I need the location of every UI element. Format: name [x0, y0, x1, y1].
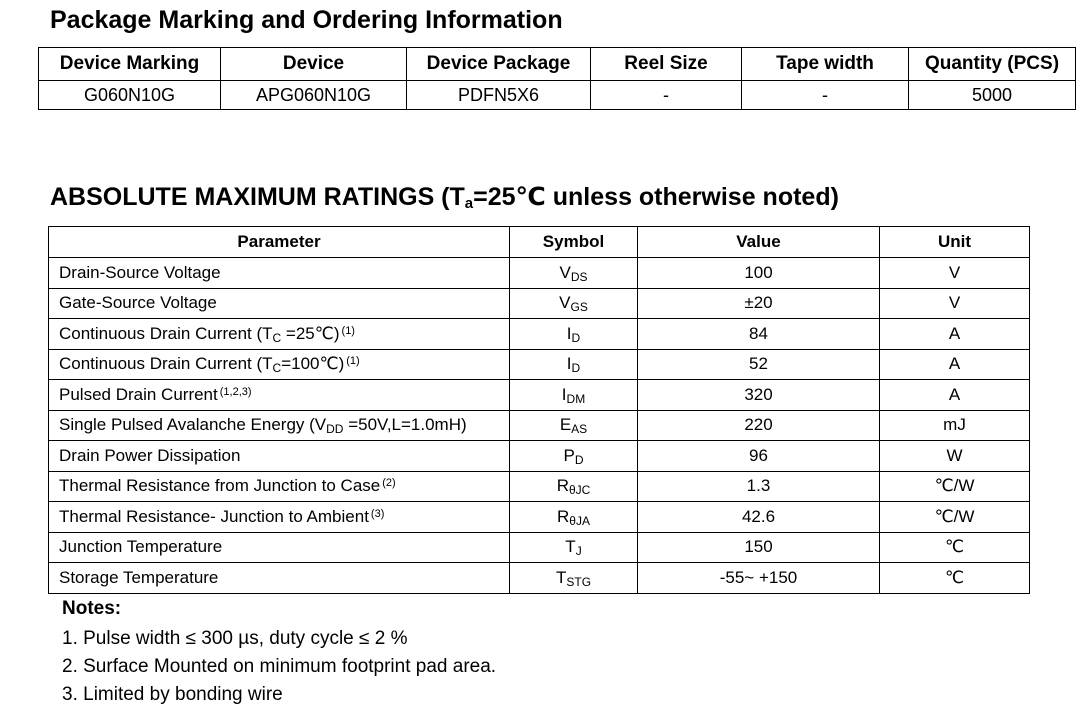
cell-unit: ℃ — [880, 563, 1030, 594]
title-subscript: a — [464, 195, 474, 212]
table-row — [49, 410, 1030, 441]
cell-parameter — [49, 532, 510, 563]
cell-unit: A — [880, 319, 1030, 350]
cell-symbol — [510, 471, 638, 502]
cell-parameter — [49, 441, 510, 472]
note-1: 1. Pulse width ≤ 300 µs, duty cycle ≤ 2 % — [62, 628, 408, 649]
symbol-letter: I — [566, 354, 572, 374]
cell-unit: mJ — [880, 410, 1030, 441]
title-text: ABSOLUTE MAXIMUM RATINGS (T — [50, 183, 465, 211]
cell-symbol — [510, 258, 638, 289]
cell-unit: ℃/W — [880, 502, 1030, 533]
symbol-letter: R — [556, 476, 569, 496]
symbol-subscript: GS — [570, 300, 588, 315]
table-header-row — [49, 227, 1030, 258]
symbol-subscript: D — [571, 330, 581, 345]
cell-value: 320 — [638, 380, 880, 411]
cell-symbol — [510, 319, 638, 350]
header-symbol: Symbol — [510, 227, 638, 258]
parameter-text: Drain Power Dissipation — [59, 445, 241, 465]
symbol-letter: T — [565, 537, 576, 557]
symbol-letter: P — [563, 445, 575, 465]
footnote-marker: (1) — [341, 324, 355, 337]
cell-unit: A — [880, 349, 1030, 380]
cell-value: 150 — [638, 532, 880, 563]
cell-reel-size: - — [591, 81, 742, 110]
cell-value: -55~ +150 — [638, 563, 880, 594]
symbol-subscript: STG — [566, 574, 592, 589]
symbol-subscript: DS — [570, 269, 588, 284]
parameter-text: Thermal Resistance from Junction to Case — [59, 476, 381, 496]
symbol-subscript: AS — [571, 422, 588, 437]
symbol-subscript: J — [575, 544, 582, 559]
table-row — [49, 532, 1030, 563]
header-unit: Unit — [880, 227, 1030, 258]
parameter-subscript: C — [272, 361, 282, 376]
parameter-text-end: =50V,L=1.0mH) — [343, 415, 467, 435]
parameter-text: Single Pulsed Avalanche Energy (V — [59, 415, 327, 435]
cell-value: 100 — [638, 258, 880, 289]
footnote-marker: (1,2,3) — [219, 385, 252, 398]
table-row — [49, 380, 1030, 411]
cell-tape-width: - — [742, 81, 909, 110]
cell-parameter — [49, 319, 510, 350]
table-row — [49, 288, 1030, 319]
footnote-marker: (3) — [370, 507, 385, 520]
cell-unit: W — [880, 441, 1030, 472]
cell-symbol — [510, 441, 638, 472]
absolute-maximum-ratings-title — [50, 181, 839, 213]
table-row — [39, 81, 1076, 110]
note-2: 2. Surface Mounted on minimum footprint pad area. — [62, 656, 497, 677]
symbol-subscript: DM — [566, 391, 586, 406]
parameter-text-end: =100℃) — [281, 354, 345, 374]
table-row — [49, 563, 1030, 594]
header-quantity: Quantity (PCS) — [909, 48, 1076, 81]
ordering-info-table — [38, 47, 1076, 110]
table-row — [49, 319, 1030, 350]
absolute-maximum-ratings-table — [48, 226, 1030, 594]
cell-parameter — [49, 349, 510, 380]
parameter-text: Pulsed Drain Current — [59, 384, 218, 404]
symbol-letter: V — [559, 262, 571, 282]
table-row — [49, 502, 1030, 533]
parameter-text: Gate-Source Voltage — [59, 293, 217, 313]
cell-device-marking: G060N10G — [39, 81, 221, 110]
header-reel-size: Reel Size — [591, 48, 742, 81]
table-header-row — [39, 48, 1076, 81]
cell-device: APG060N10G — [221, 81, 407, 110]
cell-symbol — [510, 349, 638, 380]
footnote-marker: (2) — [382, 477, 396, 490]
cell-device-package: PDFN5X6 — [407, 81, 591, 110]
cell-symbol — [510, 380, 638, 411]
cell-symbol — [510, 563, 638, 594]
ordering-info-title: Package Marking and Ordering Information — [50, 6, 563, 34]
parameter-text: Continuous Drain Current (T — [59, 354, 273, 374]
parameter-subscript: C — [272, 330, 282, 345]
footnote-marker: (1) — [346, 355, 360, 368]
cell-unit: ℃/W — [880, 471, 1030, 502]
header-device-package: Device Package — [407, 48, 591, 81]
ratings-body — [49, 258, 1030, 594]
cell-unit: V — [880, 288, 1030, 319]
cell-symbol — [510, 532, 638, 563]
table-row — [49, 441, 1030, 472]
parameter-text-end: =25℃) — [281, 323, 340, 343]
header-parameter: Parameter — [49, 227, 510, 258]
symbol-subscript: D — [571, 361, 581, 376]
parameter-text: Drain-Source Voltage — [59, 262, 221, 282]
cell-value: 96 — [638, 441, 880, 472]
symbol-letter: V — [559, 293, 571, 313]
header-device-marking: Device Marking — [39, 48, 221, 81]
parameter-text: Continuous Drain Current (T — [59, 323, 273, 343]
symbol-subscript: θJA — [569, 513, 590, 528]
cell-parameter — [49, 471, 510, 502]
parameter-subscript: DD — [326, 422, 344, 437]
cell-parameter — [49, 563, 510, 594]
symbol-letter: T — [555, 567, 567, 587]
cell-value: ±20 — [638, 288, 880, 319]
cell-value: 42.6 — [638, 502, 880, 533]
symbol-letter: I — [561, 384, 567, 404]
symbol-letter: R — [557, 506, 570, 526]
cell-value: 52 — [638, 349, 880, 380]
header-tape-width: Tape width — [742, 48, 909, 81]
cell-symbol — [510, 410, 638, 441]
symbol-letter: I — [566, 323, 572, 343]
parameter-text: Storage Temperature — [59, 567, 219, 587]
header-device: Device — [221, 48, 407, 81]
parameter-text: Thermal Resistance- Junction to Ambient — [59, 506, 369, 526]
cell-value: 1.3 — [638, 471, 880, 502]
title-text-end: =25℃ unless otherwise noted) — [473, 183, 839, 211]
cell-value: 84 — [638, 319, 880, 350]
cell-parameter — [49, 380, 510, 411]
note-3: 3. Limited by bonding wire — [62, 684, 283, 705]
table-row — [49, 471, 1030, 502]
cell-parameter — [49, 410, 510, 441]
header-value: Value — [638, 227, 880, 258]
parameter-text: Junction Temperature — [59, 537, 223, 557]
cell-parameter — [49, 288, 510, 319]
cell-parameter — [49, 258, 510, 289]
cell-value: 220 — [638, 410, 880, 441]
symbol-subscript: D — [574, 452, 584, 467]
cell-symbol — [510, 502, 638, 533]
table-row — [49, 349, 1030, 380]
notes-title: Notes: — [62, 598, 122, 619]
table-row — [49, 258, 1030, 289]
symbol-letter: E — [559, 415, 572, 435]
symbol-subscript: θJC — [568, 483, 591, 498]
cell-unit: V — [880, 258, 1030, 289]
cell-parameter — [49, 502, 510, 533]
cell-quantity: 5000 — [909, 81, 1076, 110]
cell-unit: ℃ — [880, 532, 1030, 563]
cell-symbol — [510, 288, 638, 319]
cell-unit: A — [880, 380, 1030, 411]
